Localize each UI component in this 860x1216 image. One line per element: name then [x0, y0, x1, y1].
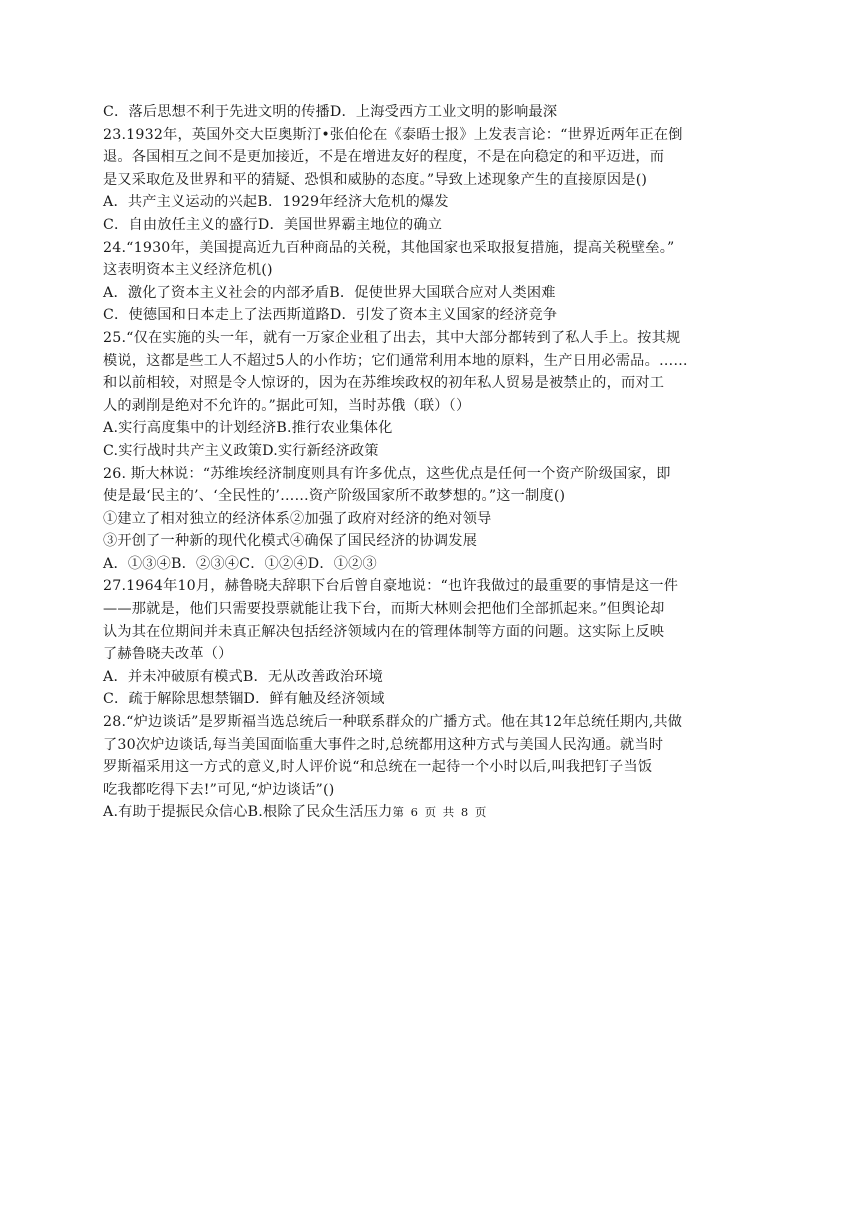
text-line: 25.“仅在实施的头一年，就有一万家企业租了出去，其中大部分都转到了私人手上。按其规	[103, 329, 681, 346]
text-line: A.实行高度集中的计划经济B.推行农业集体化	[103, 420, 393, 437]
text-line: C．自由放任主义的盛行D．美国世界霸主地位的确立	[103, 216, 443, 233]
text-line: 23.1932年，英国外交大臣奥斯汀•张伯伦在《泰晤士报》上发表言论：“世界近两年正在倒	[103, 126, 683, 143]
page-number: 第 6 页 共 8 页	[392, 805, 488, 820]
text-line: A．①③④B．②③④C．①②④D．①②③	[103, 555, 377, 572]
text-line: ——那就是，他们只需要投票就能让我下台，而斯大林则会把他们全部抓起来。”但舆论却	[103, 601, 665, 618]
text-line: 是又采取危及世界和平的猜疑、恐惧和威胁的态度。”导致上述现象产生的直接原因是()	[103, 171, 648, 188]
text-line: 模说，这都是些工人不超过5人的小作坊；它们通常利用本地的原料，生产日用必需品。……	[103, 352, 688, 369]
text-line: 退。各国相互之间不是更加接近，不是在增进友好的程度，不是在向稳定的和平迈进，而	[103, 149, 665, 166]
text-line: 了赫鲁晓夫改革（）	[103, 646, 233, 663]
text-line: C．使德国和日本走上了法西斯道路D．引发了资本主义国家的经济竞争	[103, 307, 558, 324]
text-line: 27.1964年10月，赫鲁晓夫辞职下台后曾自豪地说：“也许我做过的最重要的事情是这一件	[103, 578, 679, 595]
text-line: A．激化了资本主义社会的内部矛盾B．促使世界大国联合应对人类困难	[103, 284, 556, 301]
text-line: C．疏于解除思想禁锢D．鲜有触及经济领域	[103, 691, 385, 708]
text-line: 罗斯福采用这一方式的意义,时人评价说“和总统在一起待一个小时以后,叫我把钉子当饭	[103, 759, 653, 776]
text-line: ③开创了一种新的现代化模式④确保了国民经济的协调发展	[103, 533, 478, 550]
text-line: 了30次炉边谈话,每当美国面临重大事件之时,总统都用这种方式与美国人民沟通。就当时	[103, 736, 664, 753]
text-line: 使是最‘民主的’、‘全民性的’……资产阶级国家所不敢梦想的。”这一制度()	[103, 488, 566, 505]
text-line: 吃我都吃得下去!”可见,“炉边谈话”()	[103, 781, 335, 798]
text-line: 认为其在位期间并未真正解决包括经济领域内在的管理体制等方面的问题。这实际上反映	[103, 623, 665, 640]
text-line: 和以前相较，对照是令人惊讶的，因为在苏维埃政权的初年私人贸易是被禁止的，而对工	[103, 375, 665, 392]
text-line: 人的剥削是绝对不允许的。”据此可知，当时苏俄（联）（）	[103, 397, 471, 414]
last-line	[103, 801, 763, 824]
text-line: 24.“1930年，美国提高近九百种商品的关税，其他国家也采取报复措施，提高关税壁垒。”	[103, 239, 675, 256]
text-line: A．并未冲破原有模式B．无从改善政治环境	[103, 668, 384, 685]
text-line: A．共产主义运动的兴起B．1929年经济大危机的爆发	[103, 194, 449, 211]
page-content	[103, 101, 763, 824]
text-line: ①建立了相对独立的经济体系②加强了政府对经济的绝对领导	[103, 510, 492, 527]
answer-options: A.有助于提振民众信心B.根除了民众生活压力	[103, 804, 393, 821]
text-line: C.实行战时共产主义政策D.实行新经济政策	[103, 442, 379, 459]
text-line: 28.“炉边谈话”是罗斯福当选总统后一种联系群众的广播方式。他在其12年总统任期内,共做	[103, 714, 683, 731]
text-line: 这表明资本主义经济危机()	[103, 262, 273, 279]
text-line: 26. 斯大林说：“苏维埃经济制度则具有许多优点，这些优点是任何一个资产阶级国家，即	[103, 465, 671, 482]
text-line: C．落后思想不利于先进文明的传播D．上海受西方工业文明的影响最深	[103, 104, 558, 120]
